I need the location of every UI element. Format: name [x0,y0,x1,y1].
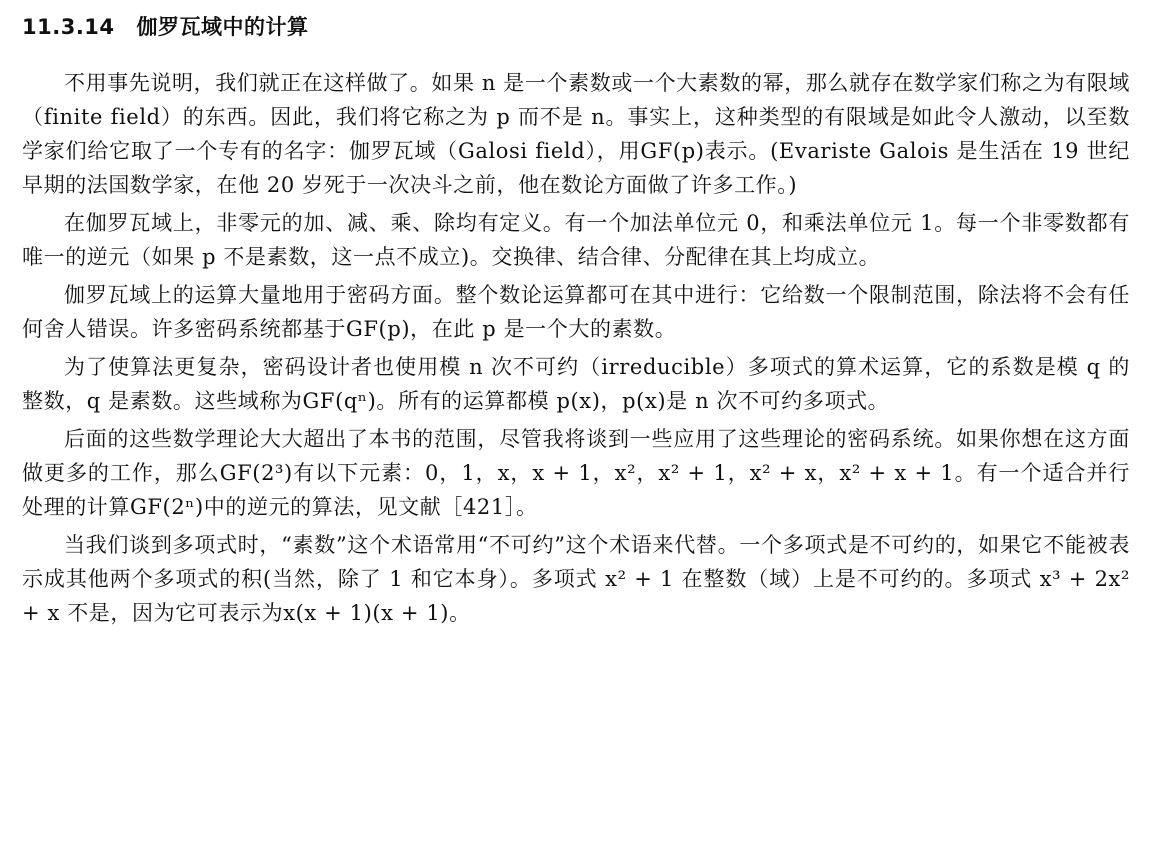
paragraph-gf-elements: 后面的这些数学理论大大超出了本书的范围，尽管我将谈到一些应用了这些理论的密码系统。如果你想在这方面做更多的工作，那么GF(2³)有以下元素：0，1，x，x + 1，x²，x² + 1，x² + x，x² + x + 1。有一个适合并行处理的计算GF(2ⁿ)中的逆元的算法，见文献［421］。 [22,427,1130,519]
paragraph-operations: 在伽罗瓦域上，非零元的加、减、乘、除均有定义。有一个加法单位元 0，和乘法单位元 1。每一个非零数都有唯一的逆元（如果 p 不是素数，这一点不成立)。交换律、结合律、分配律在其上均成立。 [22,211,1130,269]
paragraph-cryptography-use: 伽罗瓦域上的运算大量地用于密码方面。整个数论运算都可在其中进行：它给数一个限制范围，除法将不会有任何舍人错误。许多密码系统都基于GF(p)，在此 p 是一个大的素数。 [22,283,1130,341]
paragraph-irreducible-polynomials: 为了使算法更复杂，密码设计者也使用模 n 次不可约（irreducible）多项式的算术运算，它的系数是模 q 的整数，q 是素数。这些域称为GF(qⁿ)。所有的运算都模 p(x)，p(x)是 n 次不可约多项式。 [22,355,1130,413]
document-page [22,12,1130,630]
paragraph-prime-terminology: 当我们谈到多项式时，“素数”这个术语常用“不可约”这个术语来代替。一个多项式是不可约的，如果它不能被表示成其他两个多项式的积(当然，除了 1 和它本身）。多项式 x² + 1 在整数（域）上是不可约的。多项式 x³ + 2x² + x 不是，因为它可表示为x(x + 1)(x + 1)。 [22,533,1130,625]
section-number: 11.3.14 [22,15,115,39]
paragraph-finite-field: 不用事先说明，我们就正在这样做了。如果 n 是一个素数或一个大素数的幂，那么就存在数学家们称之为有限域（finite field）的东西。因此，我们将它称之为 p 而不是 n。事实上，这种类型的有限域是如此令人激动，以至数学家们给它取了一个专有的名字：伽罗瓦域（Galosi field），用GF(p)表示。(Evariste Galois 是生活在 19 世纪早期的法国数学家，在他 20 岁死于一次决斗之前，他在数论方面做了许多工作。) [22,71,1130,197]
section-heading [22,12,1130,42]
section-title: 伽罗瓦域中的计算 [136,15,309,39]
